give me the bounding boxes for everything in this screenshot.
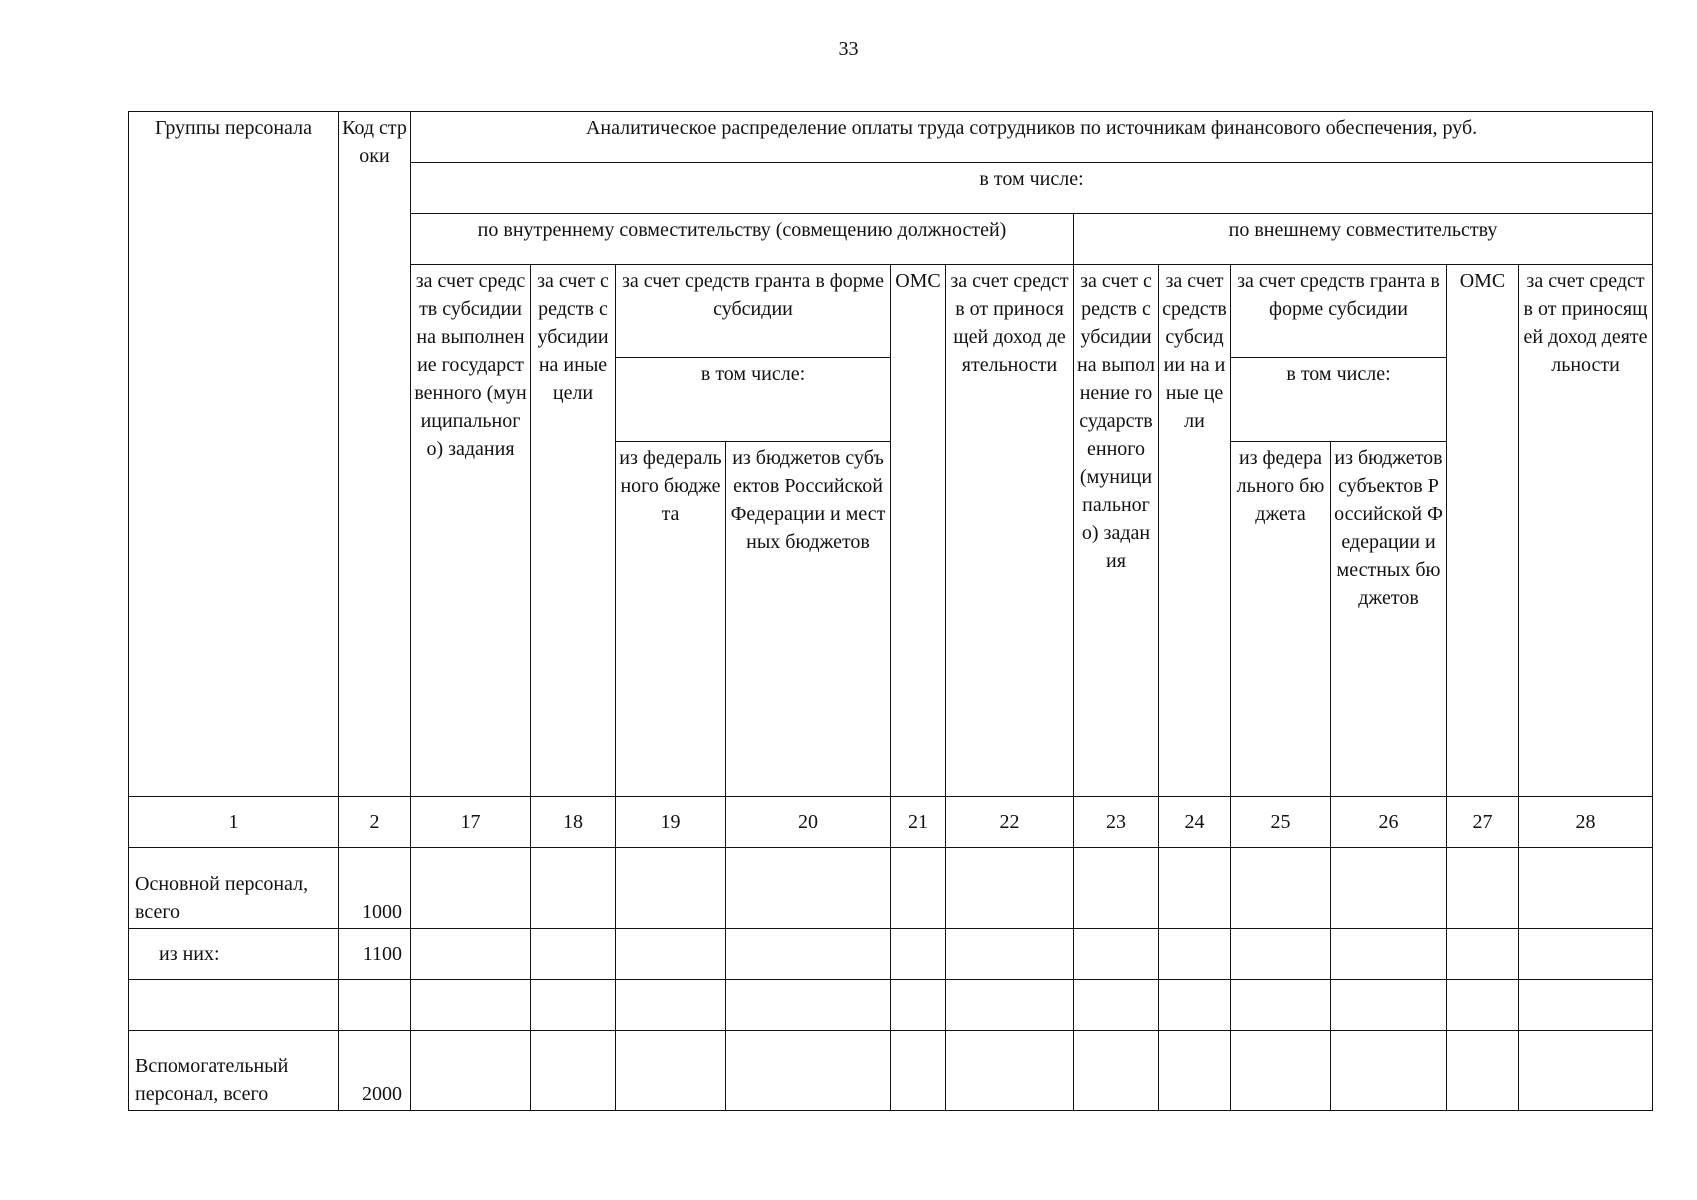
value-cell <box>1074 979 1159 1030</box>
value-cell <box>891 979 946 1030</box>
column-number: 1 <box>129 797 339 848</box>
row-label: из них: <box>129 928 339 979</box>
header-int-grant-federal: из федерального бюджета <box>616 442 726 797</box>
value-cell <box>1519 1030 1653 1110</box>
header-ext-subsidy-task: за счет средств субсидии на выполнение государственного (муниципального) задания <box>1074 265 1159 797</box>
value-cell <box>1074 928 1159 979</box>
value-cell <box>1074 1030 1159 1110</box>
header-including: в том числе: <box>411 163 1653 214</box>
value-cell <box>726 928 891 979</box>
value-cell <box>1159 1030 1231 1110</box>
row-label: Вспомогательный персонал, всего <box>129 1030 339 1110</box>
header-int-grant-including: в том числе: <box>616 357 891 441</box>
value-cell <box>1159 979 1231 1030</box>
page-number: 33 <box>838 38 859 60</box>
value-cell <box>411 928 531 979</box>
column-number: 20 <box>726 797 891 848</box>
column-number: 28 <box>1519 797 1653 848</box>
header-int-oms: ОМС <box>891 265 946 797</box>
header-ext-oms: ОМС <box>1447 265 1519 797</box>
column-number: 17 <box>411 797 531 848</box>
value-cell <box>1159 848 1231 928</box>
column-number: 19 <box>616 797 726 848</box>
value-cell <box>1231 848 1331 928</box>
column-number: 27 <box>1447 797 1519 848</box>
value-cell <box>946 848 1074 928</box>
value-cell <box>1331 848 1447 928</box>
value-cell <box>616 1030 726 1110</box>
value-cell <box>1331 979 1447 1030</box>
value-cell <box>946 1030 1074 1110</box>
header-ext-grant: за счет средств гранта в форме субсидии <box>1231 265 1447 358</box>
header-main-title: Аналитическое распределение оплаты труда сотрудников по источникам финансового обеспечения, руб. <box>411 112 1653 163</box>
value-cell <box>616 848 726 928</box>
row-code: 2000 <box>339 1030 411 1110</box>
value-cell <box>1231 928 1331 979</box>
row-label <box>129 979 339 1030</box>
table-row <box>129 928 1653 979</box>
value-cell <box>531 928 616 979</box>
row-label: Основной персонал, всего <box>129 848 339 928</box>
table-row <box>129 848 1653 928</box>
value-cell <box>891 928 946 979</box>
column-number: 18 <box>531 797 616 848</box>
value-cell <box>1519 928 1653 979</box>
value-cell <box>411 848 531 928</box>
value-cell <box>1447 848 1519 928</box>
value-cell <box>726 979 891 1030</box>
header-groups: Группы персонала <box>129 112 339 797</box>
value-cell <box>411 979 531 1030</box>
header-ext-grant-regional: из бюджетов субъектов Российской Федерации и местных бюджетов <box>1331 442 1447 797</box>
value-cell <box>1447 979 1519 1030</box>
column-number-row <box>129 797 1653 848</box>
header-int-subsidy-task: за счет средств субсидии на выполнение государственного (муниципального) задания <box>411 265 531 797</box>
header-int-income: за счет средств от приносящей доход деятельности <box>946 265 1074 797</box>
value-cell <box>616 979 726 1030</box>
header-ext-subsidy-other: за счет средств субсидии на иные цели <box>1159 265 1231 797</box>
value-cell <box>891 848 946 928</box>
value-cell <box>1519 979 1653 1030</box>
value-cell <box>1447 928 1519 979</box>
value-cell <box>531 1030 616 1110</box>
value-cell <box>531 979 616 1030</box>
header-int-grant-regional: из бюджетов субъектов Российской Федерации и местных бюджетов <box>726 442 891 797</box>
value-cell <box>531 848 616 928</box>
value-cell <box>1519 848 1653 928</box>
value-cell <box>1331 1030 1447 1110</box>
column-number: 24 <box>1159 797 1231 848</box>
value-cell <box>411 1030 531 1110</box>
value-cell <box>946 928 1074 979</box>
header-internal: по внутреннему совместительству (совмещению должностей) <box>411 214 1074 265</box>
row-code <box>339 979 411 1030</box>
header-int-grant: за счет средств гранта в форме субсидии <box>616 265 891 358</box>
header-int-subsidy-other: за счет средств субсидии на иные цели <box>531 265 616 797</box>
payroll-distribution-table <box>128 111 1653 1111</box>
row-code: 1100 <box>339 928 411 979</box>
value-cell <box>1074 848 1159 928</box>
table-row <box>129 1030 1653 1110</box>
value-cell <box>1447 1030 1519 1110</box>
value-cell <box>1231 979 1331 1030</box>
column-number: 21 <box>891 797 946 848</box>
value-cell <box>1159 928 1231 979</box>
value-cell <box>891 1030 946 1110</box>
column-number: 22 <box>946 797 1074 848</box>
column-number: 2 <box>339 797 411 848</box>
header-ext-grant-including: в том числе: <box>1231 357 1447 441</box>
value-cell <box>946 979 1074 1030</box>
header-code: Код строки <box>339 112 411 797</box>
table-row <box>129 979 1653 1030</box>
row-code: 1000 <box>339 848 411 928</box>
header-external: по внешнему совместительству <box>1074 214 1653 265</box>
header-ext-income: за счет средств от приносящей доход деятельности <box>1519 265 1653 797</box>
value-cell <box>1331 928 1447 979</box>
column-number: 26 <box>1331 797 1447 848</box>
column-number: 23 <box>1074 797 1159 848</box>
column-number: 25 <box>1231 797 1331 848</box>
value-cell <box>1231 1030 1331 1110</box>
value-cell <box>616 928 726 979</box>
header-ext-grant-federal: из федерального бюджета <box>1231 442 1331 797</box>
value-cell <box>726 848 891 928</box>
value-cell <box>726 1030 891 1110</box>
